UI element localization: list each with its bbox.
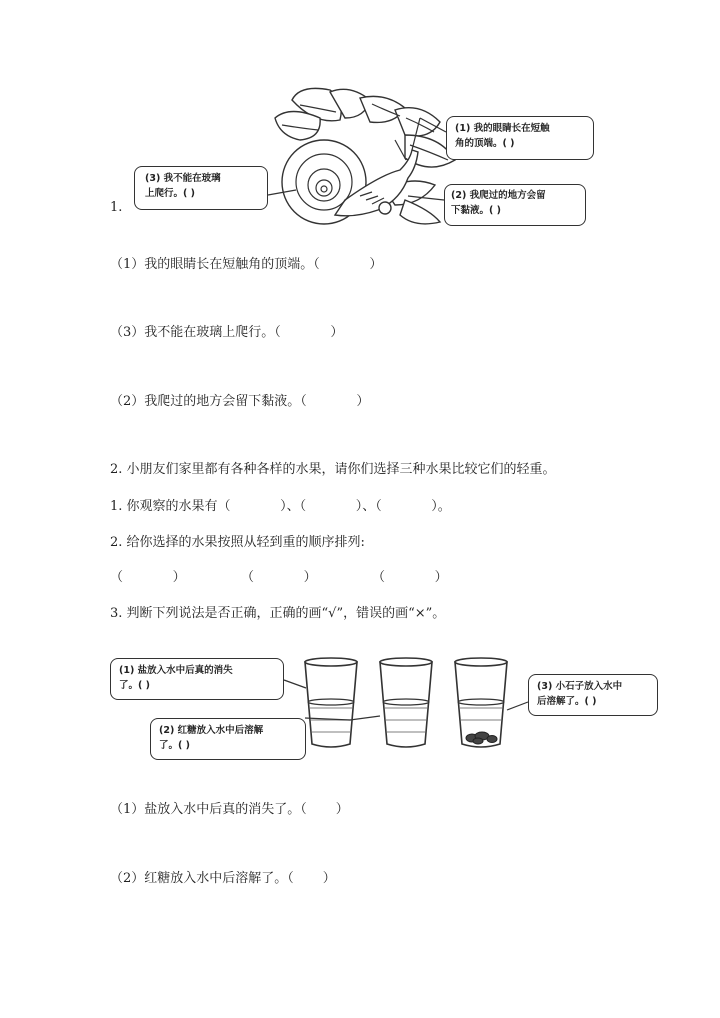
question-2-sub-1: 1. 你观察的水果有（ ）、（ ）、（ ）。 bbox=[110, 499, 451, 514]
snail-bubble-3 bbox=[134, 166, 268, 210]
snail-figure bbox=[0, 0, 720, 250]
snail-bubble-3-line-2: 上爬行。( ) bbox=[145, 188, 195, 199]
question-3-title: 3. 判断下列说法是否正确，正确的画“√”，错误的画“×”。 bbox=[110, 606, 446, 621]
question-3-item-1: （1）盐放入水中后真的消失了。（ ） bbox=[110, 802, 349, 817]
snail-bubble-2 bbox=[444, 184, 586, 226]
question-2-blank-2: （ ） bbox=[241, 570, 317, 585]
snail-bubble-2-line-1: (2) 我爬过的地方会留 bbox=[451, 190, 546, 201]
glass-bubble-1 bbox=[110, 658, 284, 700]
glass-bubble-1-line-2: 了。( ) bbox=[119, 680, 150, 691]
question-2-sub-2: 2. 给你选择的水果按照从轻到重的顺序排列: bbox=[110, 535, 365, 550]
snail-bubble-3-line-1: (3) 我不能在玻璃 bbox=[145, 173, 221, 184]
question-1-item-3: （3）我不能在玻璃上爬行。（ ） bbox=[110, 325, 344, 340]
question-1-number: 1. bbox=[110, 200, 123, 215]
glass-bubble-3 bbox=[528, 674, 658, 716]
question-2-blank-1: （ ） bbox=[110, 570, 186, 585]
snail-bubble-1-line-1: (1) 我的眼睛长在短触 bbox=[455, 123, 550, 134]
glass-bubble-2 bbox=[150, 718, 306, 760]
snail-bubble-2-line-2: 下黏液。( ) bbox=[451, 205, 501, 216]
question-2-title: 2. 小朋友们家里都有各种各样的水果，请你们选择三种水果比较它们的轻重。 bbox=[110, 462, 556, 477]
question-2-blank-3: （ ） bbox=[372, 570, 448, 585]
glasses-figure bbox=[0, 640, 720, 760]
glass-bubble-2-line-2: 了。( ) bbox=[159, 740, 190, 751]
snail-bubble-1 bbox=[446, 116, 594, 160]
glass-bubble-3-line-1: (3) 小石子放入水中 bbox=[537, 681, 623, 692]
question-1-item-2: （2）我爬过的地方会留下黏液。（ ） bbox=[110, 394, 370, 409]
glass-bubble-1-line-1: (1) 盐放入水中后真的消失 bbox=[119, 665, 233, 676]
glass-bubble-3-line-2: 后溶解了。( ) bbox=[537, 696, 597, 707]
snail-bubble-1-line-2: 角的顶端。( ) bbox=[455, 138, 515, 149]
question-1-item-1: （1）我的眼睛长在短触角的顶端。（ ） bbox=[110, 257, 383, 272]
question-3-item-2: （2）红糖放入水中后溶解了。（ ） bbox=[110, 871, 336, 886]
snail-illustration bbox=[0, 0, 720, 250]
glass-bubble-2-line-1: (2) 红糖放入水中后溶解 bbox=[159, 725, 264, 736]
